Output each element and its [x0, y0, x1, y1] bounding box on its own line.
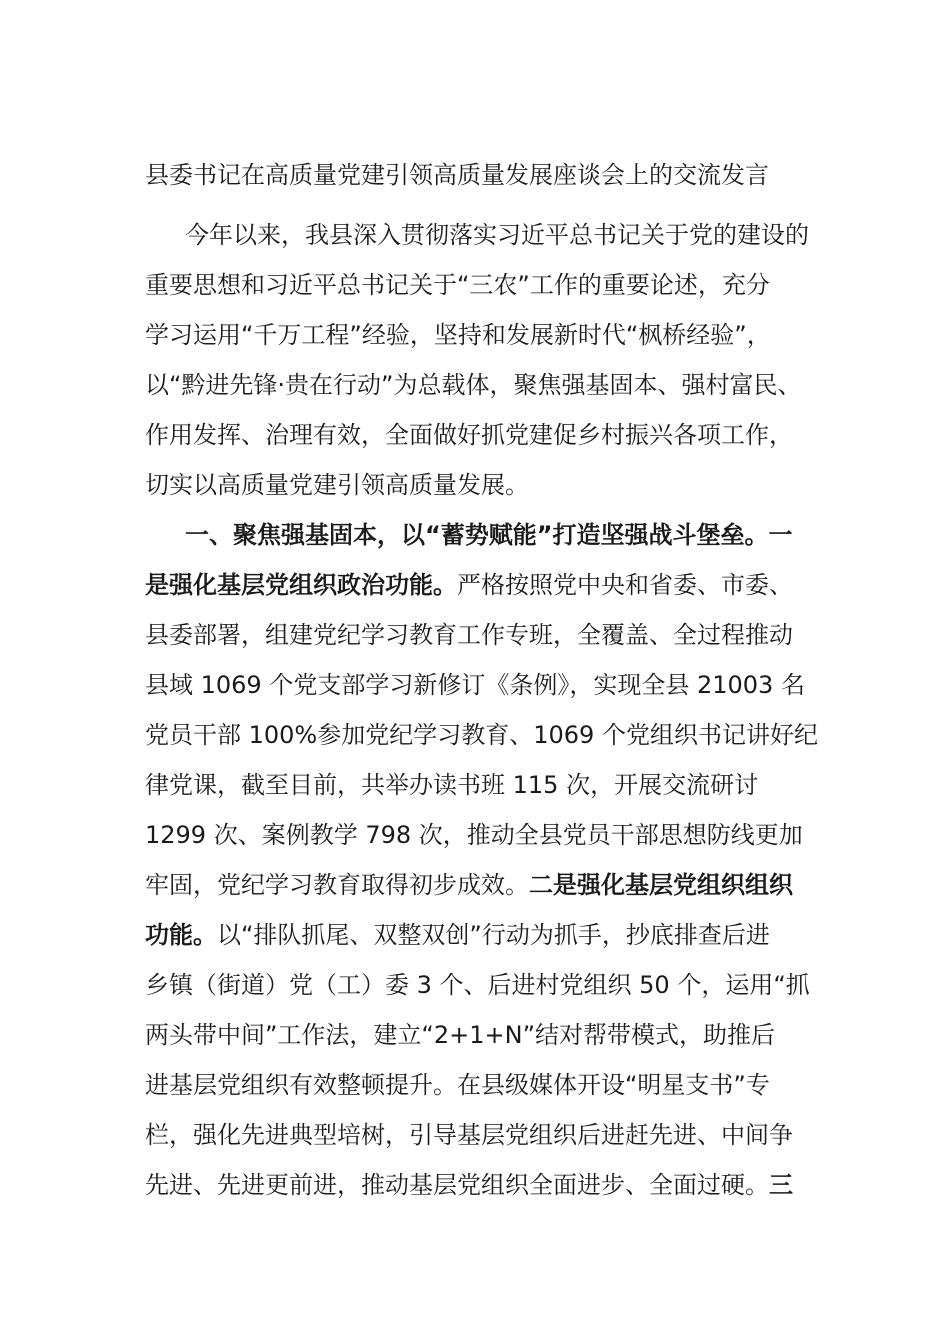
line-text: 先进、先进更前进，推动基层党组织全面进步、全面过硬。: [145, 1171, 769, 1199]
subheading-bold: 功能。: [145, 921, 217, 949]
document-title: 县委书记在高质量党建引领高质量发展座谈会上的交流发言: [145, 161, 769, 189]
paragraph-line: 进基层党组织有效整顿提升。在县级媒体开设“明星支书”专: [145, 1071, 770, 1099]
paragraph-line: 栏，强化先进典型培树，引导基层党组织后进赶先进、中间争: [145, 1121, 793, 1149]
section-one-paragraph: [145, 510, 818, 1210]
line-text: 牢固，党纪学习教育取得初步成效。: [145, 871, 529, 899]
section-heading: 一、聚焦强基固本，以“蓄势赋能”打造坚强战斗堡垒。一: [185, 521, 793, 549]
paragraph-line: 两头带中间”工作法，建立“2+1+N”结对帮带模式，助推后: [145, 1021, 776, 1049]
paragraph-line: 乡镇（街道）党（工）委 3 个、后进村党组织 50 个，运用“抓: [145, 971, 810, 999]
paragraph-line: [145, 910, 815, 960]
intro-paragraph: [145, 210, 815, 510]
paragraph-line: [145, 860, 815, 910]
paragraph-line: 县域 1069 个党支部学习新修订《条例》，实现全县 21003 名: [145, 671, 805, 699]
subheading-bold: 三: [769, 1171, 793, 1199]
paragraph-line: 今年以来，我县深入贯彻落实习近平总书记关于党的建设的: [185, 221, 809, 249]
paragraph-line: 律党课，截至目前，共举办读书班 115 次，开展交流研讨: [145, 771, 759, 799]
paragraph-line: 党员干部 100%参加党纪学习教育、1069 个党组织书记讲好纪: [145, 721, 818, 749]
paragraph-line: [145, 1160, 815, 1210]
paragraph-line: 重要思想和习近平总书记关于“三农”工作的重要论述，充分: [145, 271, 770, 299]
paragraph-line: 县委部署，组建党纪学习教育工作专班，全覆盖、全过程推动: [145, 621, 793, 649]
paragraph-line: [145, 560, 815, 610]
subheading-bold: 二是强化基层党组织组织: [529, 871, 793, 899]
paragraph-line: 学习运用“千万工程”经验，坚持和发展新时代“枫桥经验”，: [145, 321, 771, 349]
paragraph-line: 作用发挥、治理有效，全面做好抓党建促乡村振兴各项工作，: [145, 421, 793, 449]
subheading-bold: 是强化基层党组织政治功能。: [145, 571, 457, 599]
line-text: 严格按照党中央和省委、市委、: [457, 571, 793, 599]
paragraph-line: 以“黔进先锋·贵在行动”为总载体，聚焦强基固本、强村富民、: [145, 371, 802, 399]
paragraph-line: 切实以高质量党建引领高质量发展。: [145, 471, 529, 499]
paragraph-line: 1299 次、案例教学 798 次，推动全县党员干部思想防线更加: [145, 821, 803, 849]
line-text: 以“排队抓尾、双整双创”行动为抓手，抄底排查后进: [217, 921, 770, 949]
